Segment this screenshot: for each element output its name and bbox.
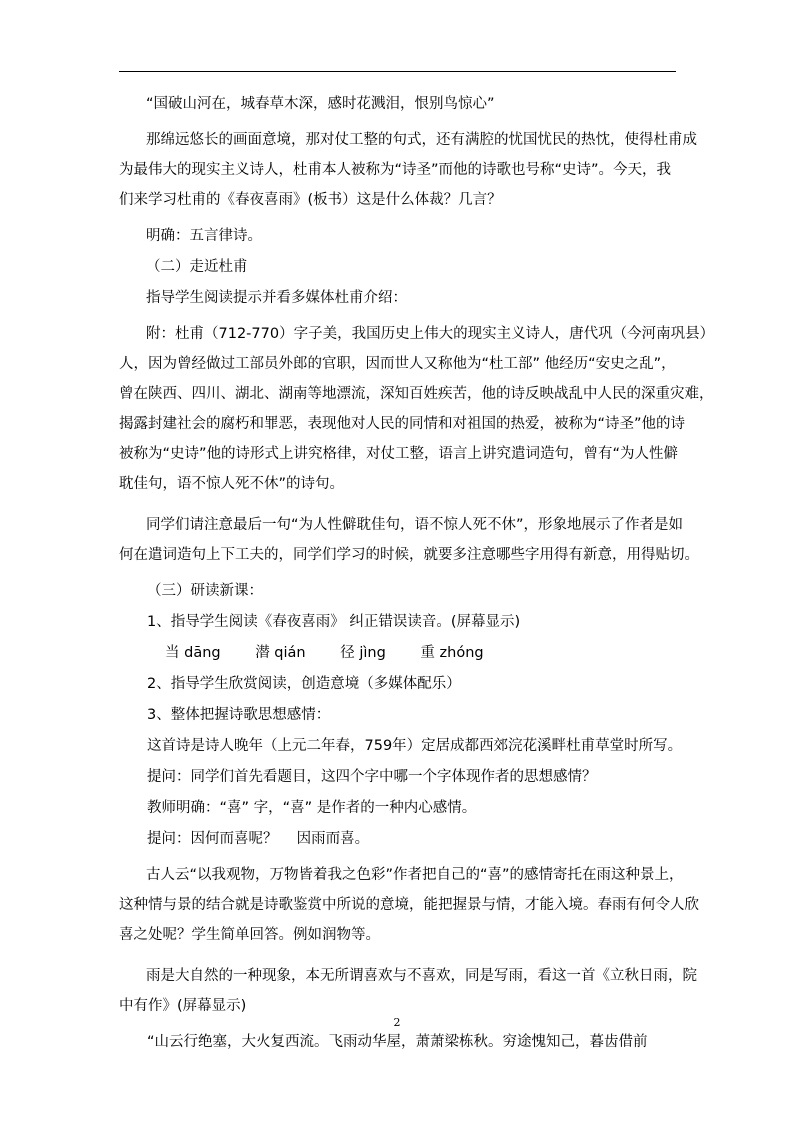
section-heading-3: （三）研读新课： — [147, 583, 263, 599]
poem-quote-2: “山云行绝塞，大火复西流。飞雨动华屋，萧萧梁栋秋。穷途愧知己，暮齿借前 — [147, 1034, 648, 1050]
header-rule — [119, 71, 676, 72]
step-2: 2、指导学生欣赏阅读，创造意境（多媒体配乐） — [147, 676, 461, 692]
paragraph-intro: 那绵远悠长的画面意境，那对仗工整的句式，还有满腔的忧国忧民的热忱，使得杜甫成 为最伟大的现实主义诗人，杜甫本人被称为“诗圣”而他的诗歌也号称“史诗”。今天，我 们来学习杜甫的《春夜喜雨》(板书）这是什么体裁？几言？ — [119, 132, 697, 208]
pinyin-item: 重 zhóng — [420, 645, 484, 661]
pinyin-item: 潜 qián — [255, 645, 306, 661]
teacher-answer: 教师明确：“喜” 字，“喜” 是作者的一种内心感情。 — [147, 800, 477, 816]
step-3: 3、整体把握诗歌思想感情： — [147, 707, 331, 723]
paragraph-dufu-bio: 附：杜甫（712-770）字子美，我国历史上伟大的现实主义诗人，唐代巩（今河南巩县） 人，因为曾经做过工部员外郎的官职，因而世人又称他为“杜工部” 他经历“安史之乱”， 曾在陕西、四川、湖北、湖南等地漂流，深知百姓疾苦，他的诗反映战乱中人民的深重灾难， 揭露封建社会的腐朽和罪恶，表现他对人民的同情和对祖国的热爱，被称为“诗圣”他的诗 被称为“史诗”他的诗形式上讲究格律，对仗工整，语言上讲究遣词造句，曾有“为人性僻 耽佳句，语不惊人死不休”的诗句。 — [119, 326, 715, 492]
pinyin-item: 径 jìng — [340, 645, 386, 661]
poem-quote: “国破山河在，城春草木深，感时花溅泪，恨别鸟惊心” — [146, 96, 495, 112]
poem-background: 这首诗是诗人晚年（上元二年春，759年）定居成都西郊浣花溪畔杜甫草堂时所写。 — [147, 738, 683, 754]
paragraph-mood: 古人云“以我观物，万物皆着我之色彩”作者把自己的“喜”的感情寄托在雨这种景上， 这种情与景的结合就是诗歌鉴赏中所说的意境，能把握景与情，才能入境。春雨有何令人欣 喜之处呢？学生简单回答。例如润物等。 — [119, 867, 699, 943]
document-body — [119, 94, 715, 1063]
section-heading-2: （二）走近杜甫 — [146, 259, 248, 275]
question-2: 提问：因何而喜呢？ 因雨而喜。 — [147, 831, 370, 847]
paragraph-diction: 同学们请注意最后一句“为人性僻耽佳句，语不惊人死不休”，形象地展示了作者是如 何在遣词造句上下工夫的，同学们学习的时候，就要多注意哪些字用得有新意，用得贴切。 — [119, 517, 699, 563]
instruction-text: 指导学生阅读提示并看多媒体杜甫介绍： — [146, 290, 407, 306]
pinyin-list — [119, 643, 679, 663]
page-number: 2 — [393, 1016, 401, 1029]
paragraph-rain: 雨是大自然的一种现象，本无所谓喜欢与不喜欢，同是写雨，看这一首《立秋日雨，院 中有作》(屏幕显示) — [119, 968, 697, 1014]
pinyin-item: 当 dāng — [165, 645, 221, 661]
question-1: 提问：同学们首先看题目，这四个字中哪一个字体现作者的思想感情？ — [147, 769, 597, 785]
answer-genre: 明确：五言律诗。 — [146, 228, 262, 244]
step-1: 1、指导学生阅读《春夜喜雨》 纠正错误读音。(屏幕显示) — [147, 614, 521, 630]
